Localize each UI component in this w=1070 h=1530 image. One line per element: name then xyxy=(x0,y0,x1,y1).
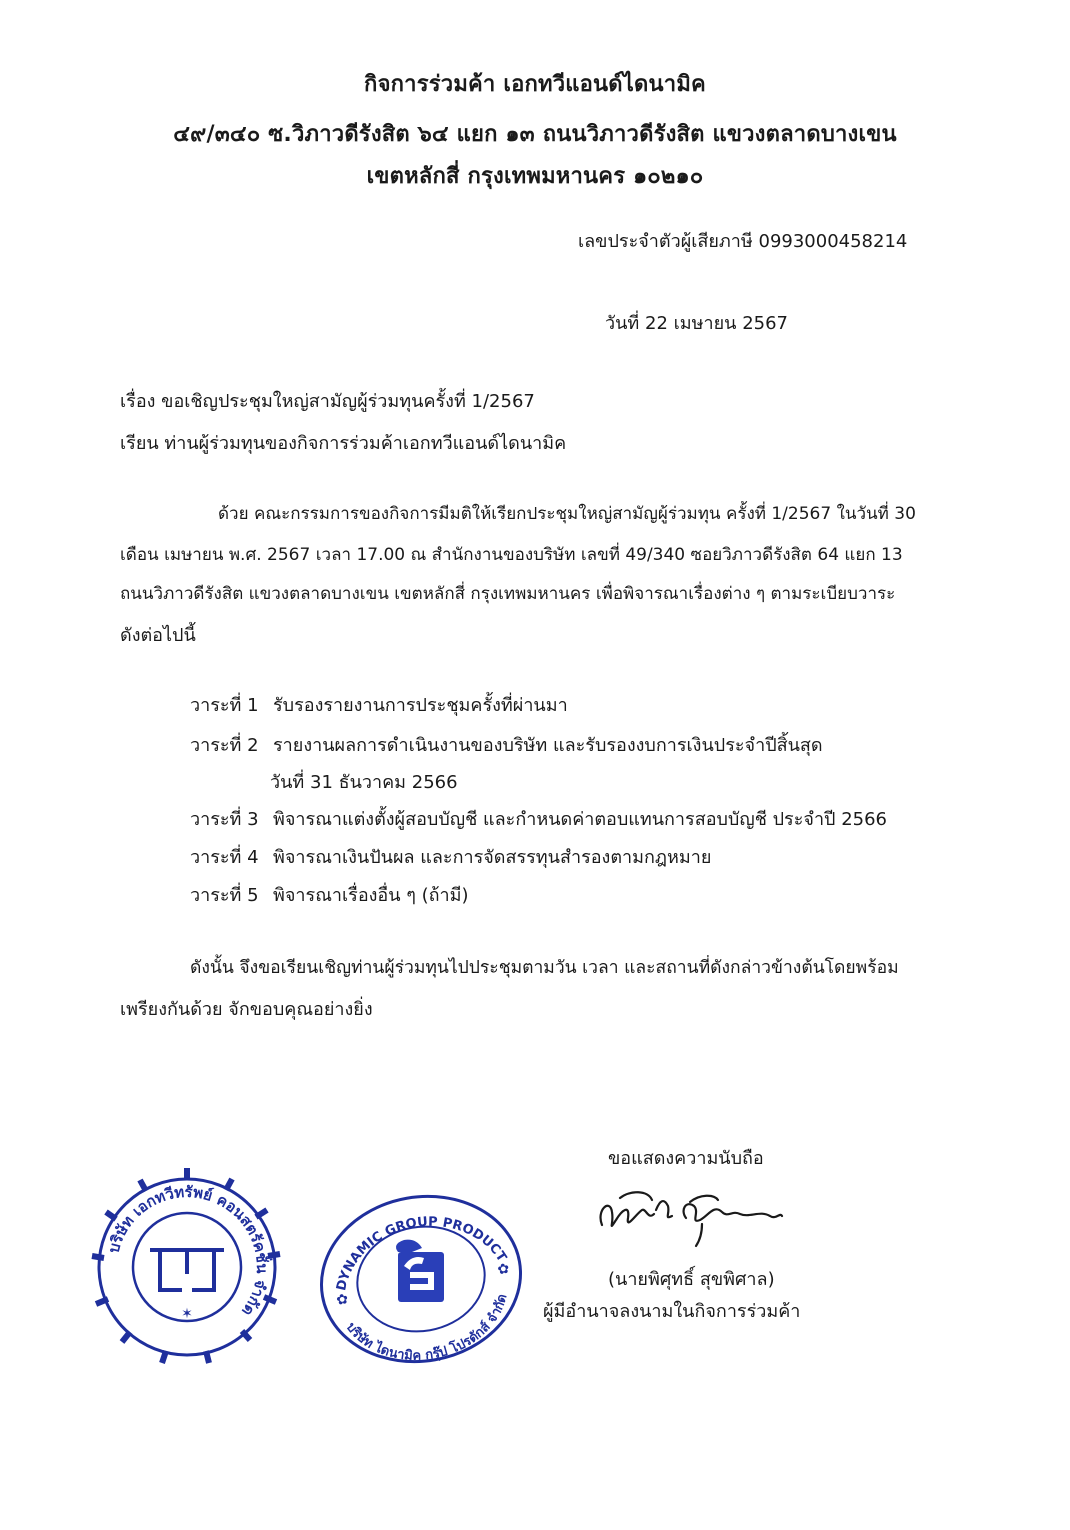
body-line-1: ด้วย คณะกรรมการของกิจการมีมติให้เรียกประชุมใหญ่สามัญผู้ร่วมทุน ครั้งที่ 1/2567 ในวันที่ 30 xyxy=(218,504,916,524)
letter-date: วันที่ 22 เมษายน 2567 xyxy=(605,313,788,334)
body-line-4: ดังต่อไปนี้ xyxy=(120,625,196,646)
agenda-number: วาระที่ 1 xyxy=(190,695,259,716)
signer-name: (นายพิศุทธิ์ สุขพิศาล) xyxy=(608,1269,775,1290)
body-line-2: เดือน เมษายน พ.ศ. 2567 เวลา 17.00 ณ สำนักงานของบริษัท เลขที่ 49/340 ซอยวิภาวดีรังสิต 64 แยก 13 xyxy=(120,545,903,565)
agenda-text: พิจารณาเรื่องอื่น ๆ (ถ้ามี) xyxy=(273,885,469,906)
company-address: ๔๙/๓๔๐ ซ.วิภาวดีรังสิต ๖๔ แยก ๑๓ ถนนวิภาวดีรังสิต แขวงตลาดบางเขน xyxy=(173,122,897,147)
handwritten-signature xyxy=(590,1180,790,1250)
company-name: กิจการร่วมค้า เอกทวีแอนด์ไดนามิค xyxy=(364,72,706,97)
agenda-number: วาระที่ 5 xyxy=(190,885,259,906)
company-seal-left xyxy=(82,1162,292,1372)
closing-line-2: เพรียงกันด้วย จักขอบคุณอย่างยิ่ง xyxy=(120,999,373,1020)
agenda-number: วาระที่ 4 xyxy=(190,847,259,868)
signer-position: ผู้มีอำนาจลงนามในกิจการร่วมค้า xyxy=(543,1301,801,1322)
company-seal-right xyxy=(312,1186,530,1372)
closing-line-1: ดังนั้น จึงขอเรียนเชิญท่านผู้ร่วมทุนไปประชุมตามวัน เวลา และสถานที่ดังกล่าวข้างต้นโดยพร้อม xyxy=(190,958,899,978)
company-city: เขตหลักสี่ กรุงเทพมหานคร ๑๐๒๑๐ xyxy=(366,164,704,189)
agenda-text: พิจารณาเงินปันผล และการจัดสรรทุนสำรองตามกฎหมาย xyxy=(273,847,712,868)
body-line-3: ถนนวิภาวดีรังสิต แขวงตลาดบางเขน เขตหลักสี่ กรุงเทพมหานคร เพื่อพิจารณาเรื่องต่าง ๆ ตามระเบียบวาระ xyxy=(120,584,896,604)
seal-right-bottom-text: บริษัท ไดนามิค กรุ๊ป โปรดักส์ จำกัด xyxy=(342,1292,511,1364)
svg-text:✶: ✶ xyxy=(181,1306,193,1322)
agenda-text: รายงานผลการดำเนินงานของบริษัท และรับรองงบการเงินประจำปีสิ้นสุด xyxy=(273,735,823,756)
agenda-text-continued: วันที่ 31 ธันวาคม 2566 xyxy=(270,772,458,793)
regards-text: ขอแสดงความนับถือ xyxy=(608,1148,764,1169)
agenda-text: พิจารณาแต่งตั้งผู้สอบบัญชี และกำหนดค่าตอบแทนการสอบบัญชี ประจำปี 2566 xyxy=(273,809,888,830)
recipient-line: เรียน ท่านผู้ร่วมทุนของกิจการร่วมค้าเอกทวีแอนด์ไดนามิค xyxy=(120,433,567,454)
agenda-number: วาระที่ 3 xyxy=(190,809,259,830)
seal-right-top-text: DYNAMIC GROUP PRODUCTS xyxy=(334,1214,510,1293)
agenda-number: วาระที่ 2 xyxy=(190,735,259,756)
svg-text:✿: ✿ xyxy=(335,1291,350,1309)
svg-text:✿: ✿ xyxy=(496,1260,511,1279)
dynamic-logo-icon xyxy=(396,1240,444,1302)
agenda-text: รับรองรายงานการประชุมครั้งที่ผ่านมา xyxy=(273,695,568,716)
tax-id: เลขประจำตัวผู้เสียภาษี 0993000458214 xyxy=(578,231,908,252)
seal-left-text: บริษัท เอกทวีทรัพย์ คอนสตรัคชั่น จำกัด xyxy=(104,1182,272,1320)
subject-line: เรื่อง ขอเชิญประชุมใหญ่สามัญผู้ร่วมทุนครั้งที่ 1/2567 xyxy=(120,391,535,412)
